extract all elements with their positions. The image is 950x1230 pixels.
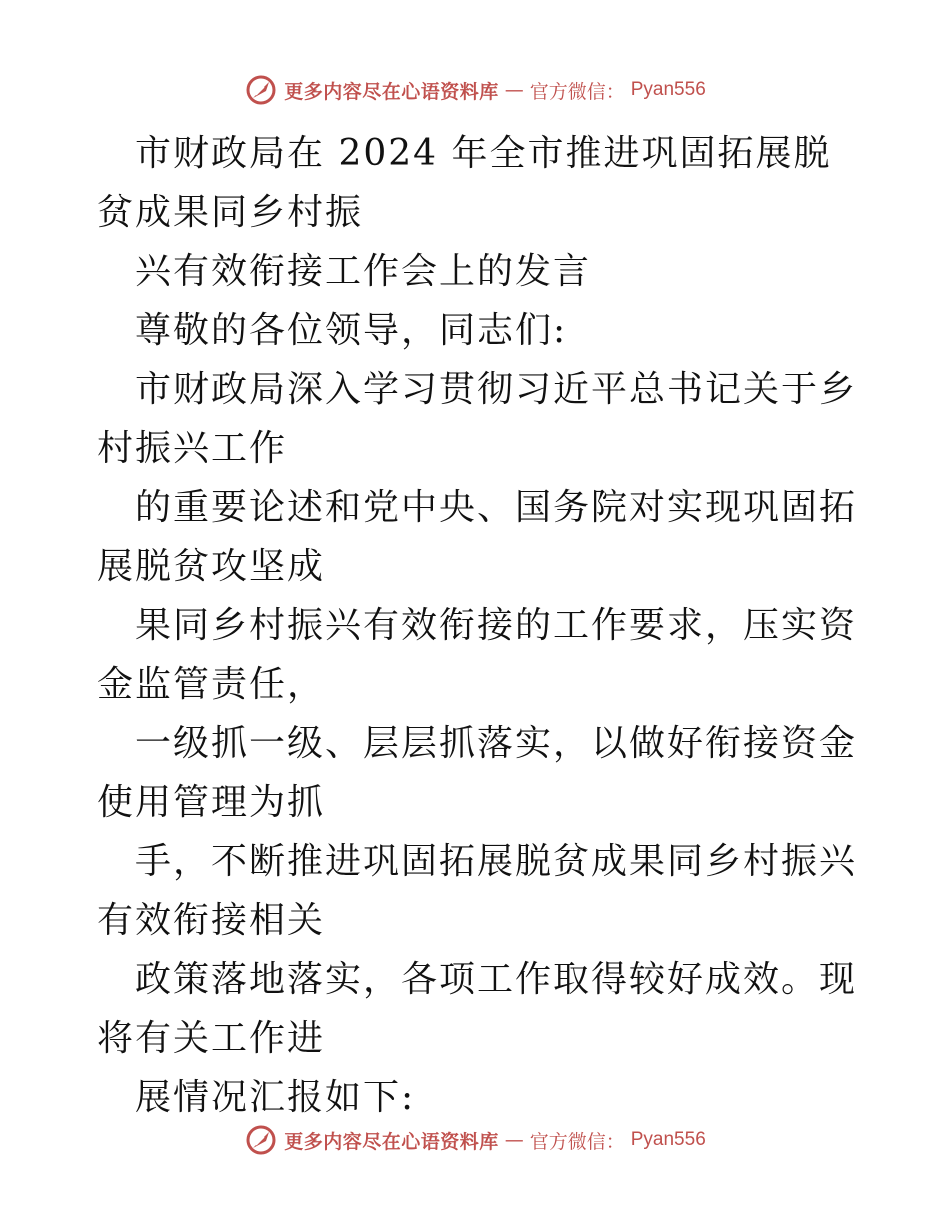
quill-logo-icon [244,1123,278,1157]
watermark-dash: — [504,79,524,101]
paragraph: 的重要论述和党中央、国务院对实现巩固拓展脱贫攻坚成 [97,487,858,587]
watermark-sub-text: 官方微信： [529,1130,625,1153]
paragraph: 市财政局深入学习贯彻习近平总书记关于乡村振兴工作 [97,369,858,469]
paragraph: 手，不断推进巩固拓展脱贫成果同乡村振兴有效衔接相关 [97,841,858,941]
paragraph: 兴有效衔接工作会上的发言 [135,251,592,292]
paragraph: 果同乡村振兴有效衔接的工作要求，压实资金监管责任， [97,605,858,705]
paragraph: 市财政局在 2024 年全市推进巩固拓展脱贫成果同乡村振 [97,133,832,233]
watermark-sub-text: 官方微信： [529,80,625,103]
paragraph: 一级抓一级、层层抓落实，以做好衔接资金使用管理为抓 [97,723,858,823]
document-body [97,124,857,1127]
footer-watermark [0,1120,950,1160]
watermark-wechat-id: Pyan556 [630,79,706,100]
watermark-main-text: 更多内容尽在心语资料库 [284,80,499,103]
quill-logo-icon [244,73,278,107]
watermark-main-text: 更多内容尽在心语资料库 [284,1130,499,1153]
watermark-wechat-id: Pyan556 [630,1129,706,1150]
paragraph: 政策落地落实，各项工作取得较好成效。现将有关工作进 [97,959,858,1059]
header-watermark [0,70,950,110]
paragraph: 尊敬的各位领导，同志们: [135,310,568,351]
paragraph: 展情况汇报如下: [135,1077,416,1118]
watermark-dash: — [504,1129,524,1151]
